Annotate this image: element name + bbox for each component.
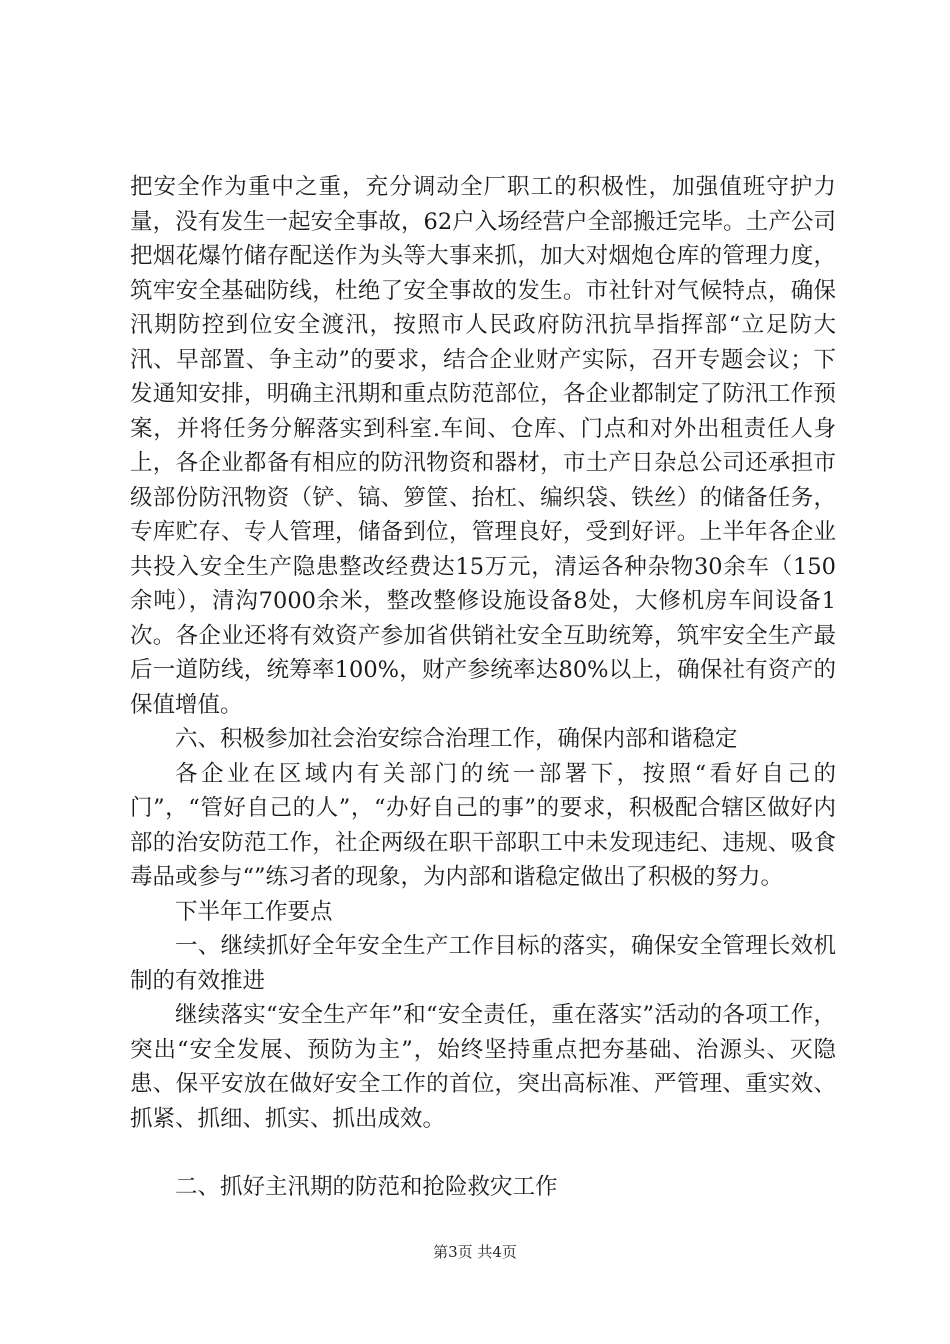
paragraph-safety-measures: 把安全作为重中之重，充分调动全厂职工的积极性，加强值班守护力量，没有发生一起安全事故，62户入场经营户全部搬迁完毕。土产公司把烟花爆竹储存配送作为头等大事来抓，加大对烟炮仓库的管理力度，筑牢安全基础防线，杜绝了安全事故的发生。市社针对气候特点，确保汛期防控到位安全渡汛，按照市人民政府防汛抗旱指挥部“立足防大汛、早部置、争主动”的要求，结合企业财产实际，召开专题会议；下发通知安排，明确主汛期和重点防范部位，各企业都制定了防汛工作预案，并将任务分解落实到科室.车间、仓库、门点和对外出租责任人身上，各企业都备有相应的防汛物资和器材，市土产日杂总公司还承担市级部份防汛物资（铲、镐、箩筐、抬杠、编织袋、铁丝）的储备任务，专库贮存、专人管理，储备到位，管理良好，受到好评。上半年各企业共投入安全生产隐患整改经费达15万元，清运各种杂物30余车（150余吨），清沟7000余米，整改整修设施设备8处，大修机房车间设备1次。各企业还将有效资产参加省供销社安全互助统筹，筑牢安全生产最后一道防线，统筹率100%，财产参统率达80%以上，确保社有资产的保值增值。 [130, 174, 836, 718]
heading-second-half-plan: 下半年工作要点 [175, 898, 333, 925]
section-heading-one: 一、继续抓好全年安全生产工作目标的落实，确保安全管理长效机制的有效推进 [130, 933, 836, 994]
section-heading-two: 二、抓好主汛期的防范和抢险救灾工作 [175, 1174, 558, 1200]
page-number-footer: 第3页 共4页 [433, 1243, 517, 1261]
paragraph-public-security: 各企业在区域内有关部门的统一部署下，按照“看好自己的门”，“管好自己的人”，“办好自己的事”的要求，积极配合辖区做好内部的治安防范工作，社企两级在职干部职工中未发现违纪、违规、吸食毒品或参与“”练习者的现象，为内部和谐稳定做出了积极的努力。 [130, 760, 836, 890]
section-heading-six: 六、积极参加社会治安综合治理工作，确保内部和谐稳定 [175, 726, 738, 752]
paragraph-continue-safety: 继续落实“安全生产年”和“安全责任，重在落实”活动的各项工作，突出“安全发展、预防为主”，始终坚持重点把夯基础、治源头、灭隐患、保平安放在做好安全工作的首位，突出高标准、严管理、重实效、抓紧、抓细、抓实、抓出成效。 [130, 1002, 836, 1132]
document-body [130, 170, 836, 1205]
